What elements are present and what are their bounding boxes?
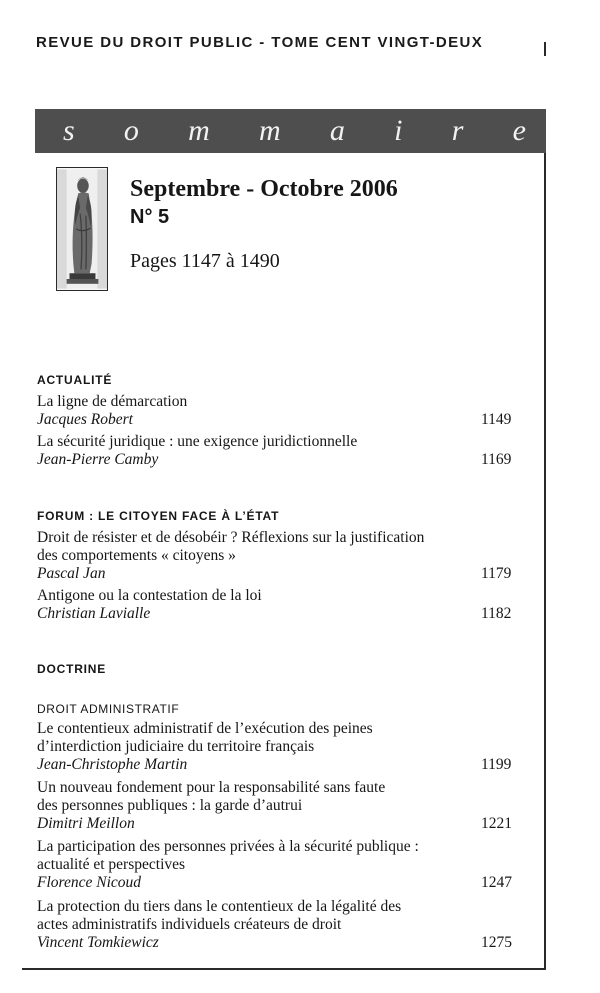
issue-date: Septembre - Octobre 2006	[130, 176, 398, 202]
article-page: 1199	[481, 756, 512, 773]
article-title: Le contentieux administratif de l’exécution des peines	[37, 720, 373, 737]
article-author: Jean-Christophe Martin	[37, 756, 188, 773]
sommaire-banner	[35, 109, 546, 153]
article-title: La protection du tiers dans le contentieux de la légalité des	[37, 898, 402, 915]
section-heading-actualite: ACTUALITÉ	[37, 373, 113, 387]
article-page: 1149	[481, 411, 512, 428]
article-title: actes administratifs individuels créateurs de droit	[37, 916, 342, 933]
banner-letter: m	[188, 114, 210, 147]
article-page: 1221	[481, 815, 512, 832]
article-author: Vincent Tomkiewicz	[37, 934, 159, 951]
article-title: Un nouveau fondement pour la responsabilité sans faute	[37, 779, 386, 796]
article-author: Pascal Jan	[37, 565, 106, 582]
banner-letter: a	[329, 114, 345, 147]
article-page: 1169	[481, 451, 512, 468]
banner-letter: m	[259, 114, 281, 147]
article-title: La sécurité juridique : une exigence juridictionnelle	[37, 433, 358, 450]
banner-letter: s	[63, 114, 75, 147]
article-page: 1275	[481, 934, 512, 951]
section-heading-forum: FORUM : LE CITOYEN FACE À L’ÉTAT	[37, 509, 280, 523]
article-title: des personnes publiques : la garde d’autrui	[37, 797, 303, 814]
banner-letter: e	[512, 114, 526, 147]
article-page: 1182	[481, 605, 512, 622]
issue-number: N° 5	[130, 206, 170, 228]
banner-letter: r	[451, 114, 464, 147]
statue-illustration	[56, 167, 108, 291]
article-title: Droit de résister et de désobéir ? Réflexions sur la justification	[37, 529, 425, 546]
frame-line-bottom	[22, 968, 546, 970]
journal-title: REVUE DU DROIT PUBLIC - TOME CENT VINGT-DEUX	[36, 34, 484, 51]
article-page: 1247	[481, 874, 512, 891]
article-author: Jean-Pierre Camby	[37, 451, 159, 468]
article-author: Florence Nicoud	[37, 874, 142, 891]
article-author: Dimitri Meillon	[37, 815, 135, 832]
banner-letter: i	[394, 114, 403, 147]
section-heading-doctrine: DOCTRINE	[37, 662, 107, 676]
article-title: La participation des personnes privées à la sécurité publique :	[37, 838, 419, 855]
article-title: Antigone ou la contestation de la loi	[37, 587, 262, 604]
article-page: 1179	[481, 565, 512, 582]
article-author: Jacques Robert	[37, 411, 133, 428]
article-title: d’interdiction judiciaire du territoire français	[37, 738, 315, 755]
banner-letter: o	[123, 114, 139, 147]
article-author: Christian Lavialle	[37, 605, 151, 622]
article-title: La ligne de démarcation	[37, 393, 188, 410]
frame-line-top	[544, 42, 546, 56]
issue-pages: Pages 1147 à 1490	[130, 250, 280, 272]
article-title: des comportements « citoyens »	[37, 547, 236, 564]
article-title: actualité et perspectives	[37, 856, 186, 873]
subsection-heading-droit-administratif: DROIT ADMINISTRATIF	[37, 702, 180, 716]
frame-line-right	[544, 150, 546, 970]
